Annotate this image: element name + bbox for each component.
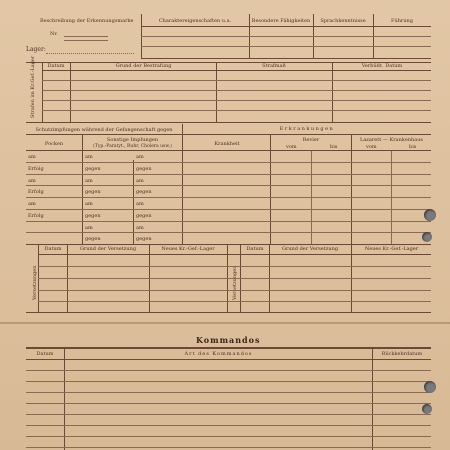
strafen-grund-header: Grund der Bestrafung bbox=[115, 63, 172, 69]
lazarett-header: Lazarett — Krankenhaus bbox=[360, 137, 423, 143]
impfung-cell: gegen bbox=[85, 189, 101, 196]
pocken-header: Pocken bbox=[44, 141, 64, 147]
impfung-cell: Erfolg bbox=[28, 189, 44, 196]
revier-header: Revier bbox=[302, 137, 320, 143]
impfung-cell: gegen bbox=[136, 189, 152, 196]
revier-bis: bis bbox=[330, 144, 338, 150]
impfung-cell: am bbox=[85, 224, 93, 231]
erkrankung-row-line bbox=[182, 221, 431, 222]
erkrankung-row-line bbox=[182, 185, 431, 186]
impfung-cell: am bbox=[136, 224, 144, 231]
impfung-cell: gegen bbox=[136, 165, 152, 172]
lazarett-vom: vom bbox=[366, 144, 377, 150]
kommando-row-line bbox=[26, 425, 431, 426]
impfung-cell: Erfolg bbox=[28, 212, 44, 219]
vers-grund-header-left: Grund der Versetzung bbox=[79, 246, 137, 252]
kommandos-title: Kommandos bbox=[196, 335, 261, 345]
kommando-row-line bbox=[26, 370, 431, 371]
impfung-cell: am bbox=[85, 201, 93, 207]
impfung-cell: am bbox=[136, 201, 144, 207]
punch-hole bbox=[424, 209, 436, 221]
revier-vom: vom bbox=[286, 144, 297, 150]
kommando-row-line bbox=[26, 392, 431, 393]
erkrankung-row-line bbox=[182, 197, 431, 198]
impfung-cell: am bbox=[85, 177, 93, 184]
kommando-row-line bbox=[26, 403, 431, 404]
versetzungen-side-label-right: Versetzungen bbox=[232, 265, 238, 300]
impfung-cell: am bbox=[28, 177, 36, 184]
impfung-cell: gegen bbox=[85, 236, 101, 243]
vers-neues-header-left: Neues Kr.-Gef.-Lager bbox=[161, 246, 215, 252]
kommando-row-line bbox=[26, 359, 431, 360]
strafen-datum-header: Datum bbox=[47, 63, 65, 69]
strafen-verbuesst-header: Verbüßt. Datum bbox=[361, 63, 403, 69]
sonstige-sub-header: (Typ.-Paratyt., Ruhr, Cholera usw.) bbox=[93, 144, 172, 149]
impfung-cell: gegen bbox=[136, 236, 152, 243]
punch-hole bbox=[424, 381, 436, 393]
impfung-cell: gegen bbox=[85, 165, 101, 172]
erkrankung-row-line bbox=[182, 174, 431, 175]
erkrankung-row-line bbox=[182, 209, 431, 210]
kommandos-art-header: Art des Kommandos bbox=[184, 351, 253, 357]
strafen-strafmass-header: Strafmaß bbox=[262, 63, 286, 69]
kommando-row-line bbox=[26, 414, 431, 415]
impfung-cell: gegen bbox=[85, 212, 101, 219]
charakter-label: Charaktereigenschaften u.a. bbox=[158, 18, 232, 24]
kommandos-datum-header: Datum bbox=[36, 351, 54, 357]
strafen-side-label: Strafen im Kr.Gef.-Lager bbox=[30, 55, 36, 118]
impfung-cell: am bbox=[28, 201, 36, 207]
erkrankungen-title: Erkrankungen bbox=[279, 126, 335, 132]
kommandos-rueckkehr-header: Rückkehrdatum bbox=[381, 351, 423, 357]
kommando-row-line bbox=[26, 381, 431, 382]
kommando-row-line bbox=[26, 447, 431, 448]
nr-label: Nr. bbox=[50, 31, 58, 37]
sonstige-header: Sonstige Impfungen bbox=[106, 137, 159, 143]
vers-grund-header-right: Grund der Versetzung bbox=[281, 246, 339, 252]
beschreibung-label: Beschreibung der Erkennungsmarke bbox=[40, 18, 134, 24]
impfung-cell: am bbox=[28, 154, 36, 160]
fuehrung-label: Führung bbox=[391, 18, 413, 24]
vers-datum-header-right: Datum bbox=[246, 246, 264, 252]
impfung-cell: am bbox=[136, 154, 144, 160]
vers-datum-header-left: Datum bbox=[44, 246, 62, 252]
erkrankung-row-line bbox=[182, 232, 431, 233]
impfung-cell: Erfolg bbox=[28, 165, 44, 172]
impfung-cell: am bbox=[136, 177, 144, 184]
impfung-cell: am bbox=[85, 154, 93, 160]
kommando-row-line bbox=[26, 436, 431, 437]
faehigkeiten-label: Besondere Fähigkeiten bbox=[251, 18, 311, 24]
punch-hole bbox=[422, 232, 432, 242]
erkrankung-row-line bbox=[182, 162, 431, 163]
sprache-label: Sprachkenntnisse bbox=[320, 18, 366, 24]
vers-neues-header-right: Neues Kr.-Gef.-Lager bbox=[364, 246, 419, 252]
versetzungen-side-label-left: Versetzungen bbox=[32, 265, 38, 300]
lazarett-bis: bis bbox=[409, 144, 417, 150]
impfungen-title: Schutzimpfungen während der Gefangenschaft gegen bbox=[35, 127, 173, 133]
punch-hole bbox=[422, 404, 432, 414]
krankheit-header: Krankheit bbox=[214, 141, 240, 147]
lager-label: Lager: bbox=[26, 46, 46, 53]
impfung-cell: gegen bbox=[136, 212, 152, 219]
